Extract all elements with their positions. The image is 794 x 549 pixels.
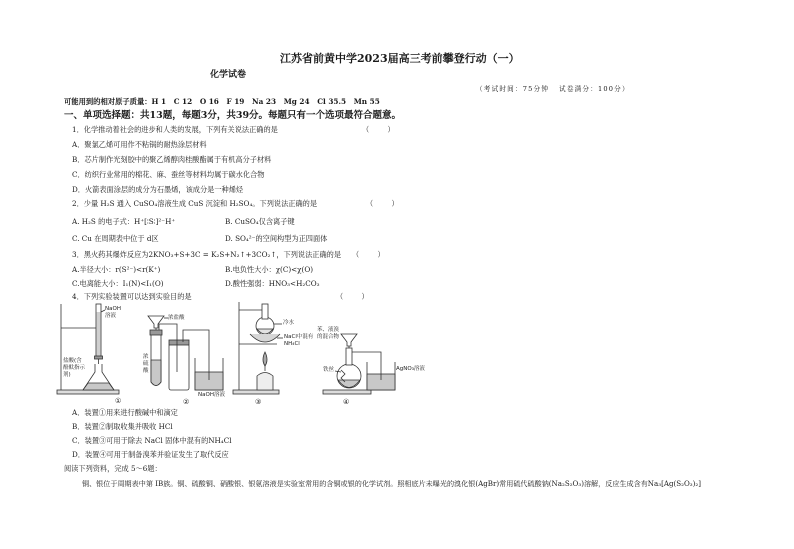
exam-info: （考试时间：75分钟 试卷满分：100分） — [476, 85, 630, 93]
subject-title: 化学试卷 — [210, 70, 247, 80]
question-1-stem: 1．化学推动着社会的进步和人类的发展，下列有关说法正确的是 — [72, 125, 278, 134]
question-2-stem: 2．少量 H₂S 通入 CuSO₄溶液生成 CuS 沉淀和 H₂SO₄。下列说法正确的是 — [72, 199, 318, 208]
label-nacl-nh4cl: NaCl中混有NH₄Cl — [284, 334, 314, 347]
question-2-option-d: D. SO₄²⁻的空间构型为正四面体 — [225, 234, 328, 243]
stand-base — [57, 390, 119, 394]
question-3-option-a: A.半径大小：r(S²⁻)<r(K⁺) — [72, 265, 161, 274]
label-naoh-titrant: NaOH溶液 — [105, 306, 121, 319]
label-benzene-bromine: 苯、液溴的混合物 — [317, 327, 340, 340]
question-1-answer-bracket: （ ） — [362, 125, 395, 134]
flame — [263, 352, 267, 366]
question-1-option-d: D．火箭表面涂层的成分为石墨烯，该成分是一种烯烃 — [72, 185, 244, 194]
stand-base — [233, 390, 279, 394]
question-4-option-b: B．装置②制取收集并吸收 HCl — [72, 422, 173, 431]
flask-liquid — [83, 383, 114, 390]
bottle-stopper — [169, 340, 189, 345]
label-agno3-solution: AgNO₃溶液 — [396, 366, 425, 372]
label-iron-wire: 铁丝 — [323, 367, 335, 373]
atomic-masses: 可能用到的相对原子质量：H 1 C 12 O 16 F 19 Na 23 Mg 24 Cl 35.5 Mn 55 — [64, 97, 380, 106]
question-2-option-c: C. Cu 在周期表中位于 d区 — [72, 234, 159, 243]
apparatus-number-1: ① — [115, 397, 122, 405]
apparatus-figure — [55, 300, 425, 408]
question-2-option-a: A. H₂S 的电子式：H⁺[∶S∶]²⁻H⁺ — [72, 217, 176, 226]
label-naoh-solution: NaOH溶液 — [198, 392, 225, 398]
question-4-option-d: D．装置④可用于制备溴苯并验证发生了取代反应 — [72, 450, 229, 459]
apparatus-4-bromobenzene — [323, 334, 395, 394]
question-1-option-a: A．聚氯乙烯可用作不粘锅的耐热涂层材料 — [72, 140, 207, 149]
question-2-answer-bracket: （ ） — [366, 199, 399, 208]
label-conc-hcl: 浓盐酸 — [168, 315, 185, 321]
apparatus-3-sublimation — [233, 302, 283, 394]
stand-base — [323, 390, 371, 394]
burette-stopcock — [95, 356, 103, 359]
dropping-funnel — [148, 316, 164, 328]
question-3-option-b: B.电负性大小：χ(C)<χ(O) — [225, 265, 314, 274]
evaporating-dish — [250, 334, 280, 342]
exam-title: 江苏省前黄中学2023届高三考前攀登行动（一） — [280, 52, 520, 65]
question-1-option-c: C．纺织行业常用的棉花、麻、蚕丝等材料均属于碳水化合物 — [72, 170, 265, 179]
question-4-option-a: A．装置①用来进行酸碱中和滴定 — [72, 408, 178, 417]
reading-text: 铜、银位于周期表中第 IB族。铜、硫酸铜、硝酸银、银氨溶液是实验室常用的含铜或银的化学试剂。照相底片未曝光的溴化银(AgBr)常用硫代硫酸钠(Na₂S₂O₃)溶解，反应生成含有Na₃[Ag(S₂O₃)₂] — [82, 479, 702, 488]
dropping-funnel — [341, 334, 357, 346]
burette-liquid — [97, 312, 101, 356]
apparatus-number-4: ④ — [343, 398, 350, 406]
flask-neck — [262, 304, 268, 319]
apparatus-number-2: ② — [183, 398, 190, 406]
alcohol-lamp — [257, 373, 273, 391]
tube-liquid — [151, 360, 161, 386]
flask-liquid — [338, 380, 360, 388]
section-heading: 一、单项选择题：共13题，每题3分，共39分。每题只有一个选项最符合题意。 — [64, 110, 402, 121]
apparatus-2-hcl — [148, 316, 223, 390]
question-3-answer-bracket: （ ） — [352, 250, 385, 259]
question-3-stem: 3．黑火药其爆炸反应为2KNO₃+S+3C = K₂S+N₂↑+3CO₂↑，下列说法正确的是 — [72, 250, 342, 259]
collecting-bottle — [169, 344, 189, 390]
label-cold-water: 冷水 — [283, 320, 295, 326]
label-hcl-indicator: 盐酸(含酚酞指示剂) — [63, 358, 86, 378]
flask-neck — [346, 348, 352, 365]
question-4-option-c: C．装置③可用于除去 NaCl 固体中混有的NH₄Cl — [72, 436, 232, 445]
question-1-option-b: B．芯片制作光刻胶中的聚乙烯醇肉桂酸酯属于有机高分子材料 — [72, 155, 272, 164]
question-4-stem: 4．下列实验装置可以达到实验目的是 — [72, 292, 192, 301]
apparatus-number-3: ③ — [255, 398, 262, 406]
reading-intro: 阅读下列资料，完成 5～6题： — [64, 464, 162, 473]
label-conc-h2so4: 浓硫酸 — [143, 354, 149, 374]
tube-stopper — [150, 330, 162, 335]
question-3-option-c: C.电离能大小：I₁(N)<I₁(O) — [72, 279, 164, 288]
question-4-answer-bracket: （ ） — [336, 292, 369, 301]
question-3-option-d: D.酸性强弱：HNO₃<H₂CO₃ — [225, 279, 320, 288]
question-2-option-b: B. CuSO₄仅含离子键 — [225, 217, 295, 226]
